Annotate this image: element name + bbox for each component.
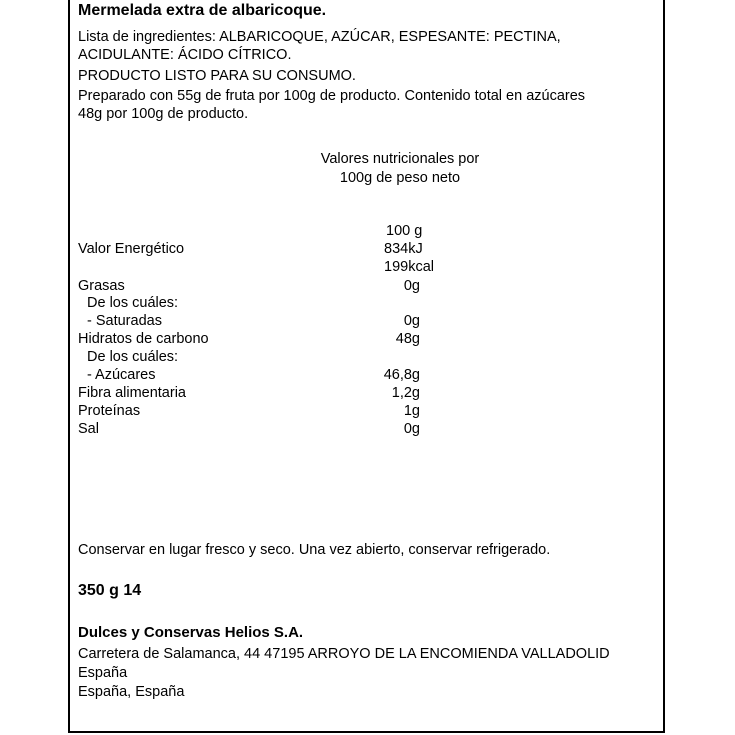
nutrition-row: [78, 348, 438, 366]
nutrition-column-header: 100 g: [386, 223, 423, 239]
nutrient-label: De los cuáles:: [87, 349, 179, 365]
storage-instructions: Conservar en lugar fresco y seco. Una vez abierto, conservar refrigerado.: [78, 542, 551, 558]
nutrition-row: [78, 420, 438, 438]
manufacturer-address: Carretera de Salamanca, 44 47195 ARROYO DE LA ENCOMIENDA VALLADOLID: [78, 646, 610, 662]
nutrient-value: 1g: [403, 403, 420, 419]
nutrient-label: - Azúcares: [87, 367, 156, 383]
ingredients-line-1: Lista de ingredientes: ALBARICOQUE, AZÚCAR, ESPESANTE: PECTINA,: [78, 29, 561, 45]
nutrient-value: 0g: [403, 421, 420, 437]
product-title: Mermelada extra de albaricoque.: [78, 2, 327, 19]
nutrition-row: [78, 312, 438, 330]
manufacturer-country: España: [78, 665, 128, 681]
manufacturer-countries: España, España: [78, 684, 185, 700]
nutrient-label: - Saturadas: [87, 313, 162, 329]
nutrient-value: 0g: [403, 313, 420, 329]
manufacturer-name: Dulces y Conservas Helios S.A.: [78, 624, 304, 641]
nutrient-label: Grasas: [78, 278, 125, 294]
nutrition-row: [78, 402, 438, 420]
preparation-line-2: 48g por 100g de producto.: [78, 106, 249, 122]
nutrient-value: 48g: [395, 331, 420, 347]
preparation-line-1: Preparado con 55g de fruta por 100g de producto. Contenido total en azúcares: [78, 88, 586, 104]
nutrition-row: [78, 366, 438, 384]
energy-kcal: 199kcal: [384, 259, 434, 275]
nutrient-label: Sal: [78, 421, 99, 437]
energy-label: Valor Energético: [78, 241, 185, 257]
nutrient-value: 0g: [403, 278, 420, 294]
nutrient-label: Fibra alimentaria: [78, 385, 186, 401]
net-weight: 350 g 14: [78, 582, 142, 599]
nutrition-row: [78, 330, 438, 348]
nutrient-label: Proteínas: [78, 403, 141, 419]
nutrition-row: [78, 277, 438, 295]
nutrition-row: [78, 384, 438, 402]
nutrition-heading-line-2: 100g de peso neto: [339, 170, 461, 186]
energy-kj: 834kJ: [384, 241, 423, 257]
nutrition-row: [78, 294, 438, 312]
ready-note: PRODUCTO LISTO PARA SU CONSUMO.: [78, 68, 356, 84]
nutrient-value: 1,2g: [391, 385, 420, 401]
ingredients-line-2: ACIDULANTE: ÁCIDO CÍTRICO.: [78, 47, 292, 63]
nutrient-value: 46,8g: [383, 367, 420, 383]
nutrient-label: De los cuáles:: [87, 295, 179, 311]
nutrient-label: Hidratos de carbono: [78, 331, 209, 347]
nutrition-heading-line-1: Valores nutricionales por: [320, 151, 480, 167]
